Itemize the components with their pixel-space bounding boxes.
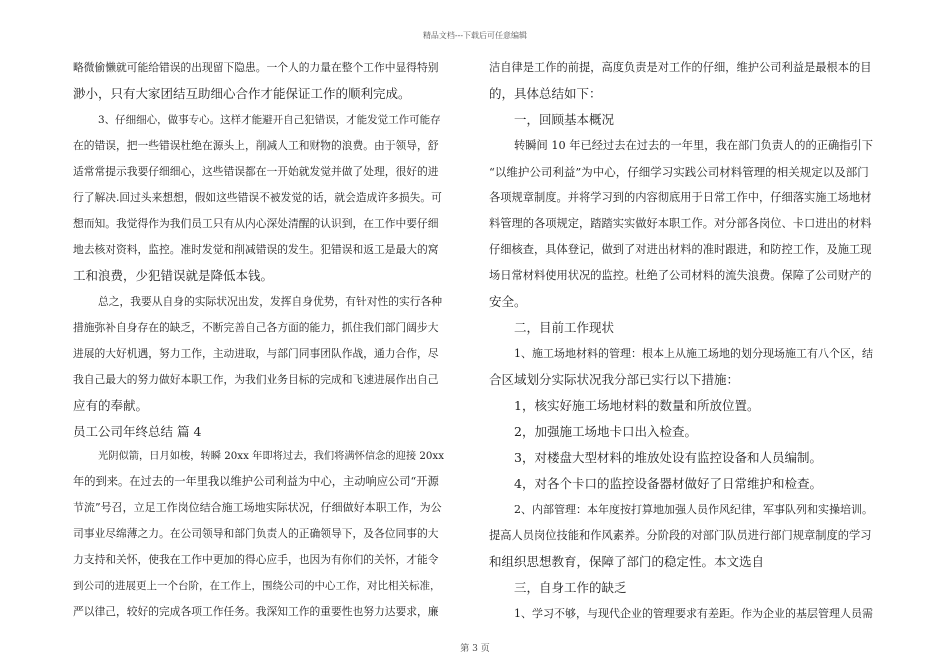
text-line: 4，对各个卡口的监控设备器材做好了日常维护和检查。 <box>514 476 822 491</box>
text-line: 提高人员岗位技能和作风素养。分阶段的对部门队员进行部门规章制度的学习 <box>489 529 872 542</box>
text-line: 员工公司年终总结 篇 4 <box>73 424 202 439</box>
text-line: 在的错误，把一些错误杜绝在源头上，削减人工和财物的浪费。由于领导，舒 <box>73 139 439 152</box>
text-line: 力支持和关怀，使我在工作中更加的得心应手，也因为有你们的关怀，才能令 <box>73 553 439 566</box>
text-line: 1、施工场地材料的管理：根本上从施工场地的划分现场施工有八个区，结 <box>514 347 873 360</box>
text-line: 措施弥补自身存在的缺乏，不断完善自己各方面的能力，抓住我们部门阔步大 <box>73 321 439 334</box>
text-line: 地去核对资料，监控。准时发觉和削减错误的发生。犯错误和返工是最大的窝 <box>73 243 439 256</box>
text-line: 司事业尽绵薄之力。在公司领导和部门负责人的正确领导下，及各位同事的大 <box>73 527 439 540</box>
text-line: 三，自身工作的缺乏 <box>514 580 627 595</box>
text-line: 的，具体总结如下： <box>489 86 602 101</box>
text-line: 料管理的各项规定，踏踏实实做好本职工作。对分部各岗位、卡口进出的材料 <box>489 217 872 230</box>
text-line: 工和浪费，少犯错误就是降低本钱。 <box>73 268 274 283</box>
page-number: 第 3 页 <box>460 644 490 654</box>
text-line: 想而知。我觉得作为我们员工只有从内心深处清醒的认识到，在工作中要仔细 <box>73 217 439 230</box>
text-line: 合区域划分实际状况我分部已实行以下措施： <box>489 372 740 387</box>
text-line: 3、仔细细心，做事专心。这样才能避开自己犯错误，才能发觉工作可能存 <box>98 114 441 126</box>
text-line: 我自己最大的努力做好本职工作，为我们业务目标的完成和飞速进展作出自己 <box>73 373 439 386</box>
text-line: 洁自律是工作的前提，高度负责是对工作的仔细，维护公司利益是最根本的目 <box>489 61 872 74</box>
text-line: 严以律己，较好的完成各项工作任务。我深知工作的重要性也努力达要求，廉 <box>73 605 439 618</box>
text-line: 各项规章制度。并将学习到的内容彻底用于日常工作中，仔细落实施工场地材 <box>489 191 872 204</box>
text-line: 2、内部管理：本年度按打算地加强人员作风纪律，军事队列和实操培训。 <box>514 503 873 516</box>
text-line: 适常常提示我要仔细细心，这些错误都在一开始就发觉并做了处理，很好的进 <box>73 165 439 178</box>
text-line: 转瞬间 10 年已经过去在过去的一年里，我在部门负责人的的正确指引下 <box>514 139 873 152</box>
text-line: 节流”号召，立足工作岗位结合施工场地实际状况，仔细做好本职工作，为公 <box>73 501 442 514</box>
page-header: 精品文档---下载后可任意编辑 <box>422 31 528 40</box>
text-line: 渺小，只有大家团结互助细心合作才能保证工作的顺利完成。 <box>73 86 411 101</box>
text-line: 一，回顾基本概况 <box>514 112 615 127</box>
text-line: 2，加强施工场地卡口出入检查。 <box>514 424 697 439</box>
text-line: 到公司的进展更上一个台阶，在工作上，围绕公司的中心工作，对比相关标准， <box>73 580 441 592</box>
text-line: 略微偷懒就可能给错误的出现留下隐患。一个人的力量在整个工作中显得特别 <box>73 61 439 74</box>
text-line: 进展的大好机遇，努力工作，主动进取，与部门同事团队作战，通力合作，尽 <box>73 347 439 360</box>
text-line: 场日常材料使用状况的监控。杜绝了公司材料的流失浪费。保障了公司财产的 <box>489 269 872 282</box>
text-line: 总之，我要从自身的实际状况出发，发挥自身优势，有针对性的实行各种 <box>98 295 443 308</box>
text-line: 年的到来。在过去的一年里我以维护公司利益为中心，主动响应公司“开源 <box>73 475 439 488</box>
text-line: “以维护公司利益”为中心，仔细学习实践公司材料管理的相关规定以及部门 <box>489 165 869 179</box>
text-line: 仔细核查，具体登记，做到了对进出材料的准时跟进，和防控工作，及施工现 <box>489 243 872 256</box>
text-line: 和组织思想教育，保障了部门的稳定性。本文选自 <box>489 554 765 569</box>
text-line: 光阴似箭，日月如梭，转瞬 20xx 年即将过去，我们将满怀信念的迎接 20xx <box>98 450 444 462</box>
text-line: 应有的奉献。 <box>73 398 149 413</box>
text-line: 1，核实好施工场地材料的数量和所放位置。 <box>514 398 760 413</box>
text-line: 1、学习不够，与现代企业的管理要求有差距。作为企业的基层管理人员需 <box>514 607 873 620</box>
text-line: 行了解决.回过头来想想，假如这些错误不被发觉的话，就会造成许多损失。可 <box>73 191 442 204</box>
text-line: 二，目前工作现状 <box>514 320 615 335</box>
text-line: 安全。 <box>489 294 527 309</box>
text-line: 3，对楼盘大型材料的堆放处设有监控设备和人员编制。 <box>514 450 822 465</box>
